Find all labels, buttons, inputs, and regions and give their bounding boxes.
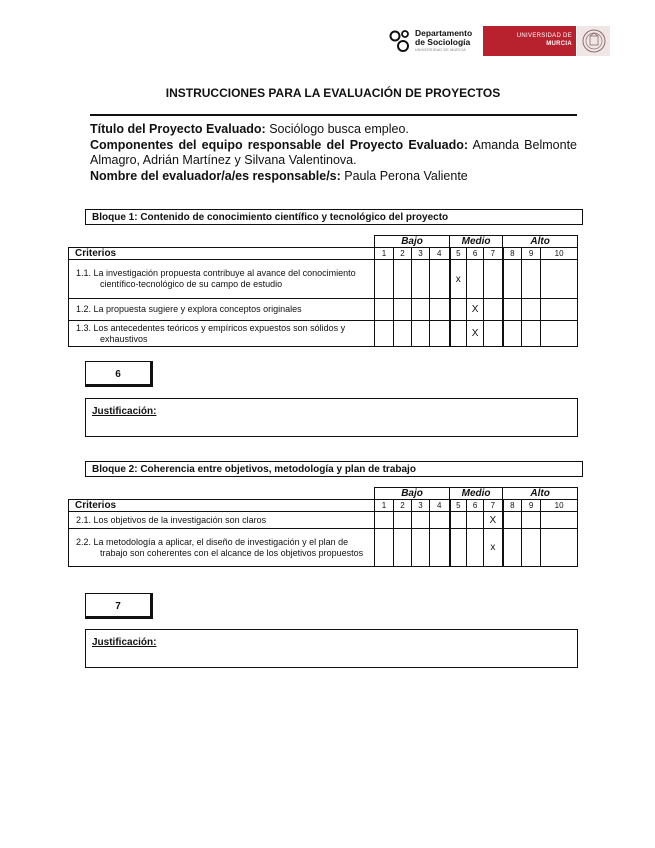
scale-number: 9 <box>522 248 541 260</box>
scale-number: 7 <box>484 248 503 260</box>
scale-medio: Medio <box>450 236 503 248</box>
block-2-table <box>68 487 578 567</box>
score-cell[interactable] <box>522 321 541 347</box>
score-cell[interactable] <box>394 512 412 529</box>
university-name <box>517 32 572 48</box>
scale-bajo: Bajo <box>375 488 450 500</box>
scale-number: 6 <box>467 500 484 512</box>
score-cell[interactable] <box>503 512 522 529</box>
score-mark[interactable]: x <box>450 260 467 299</box>
score-cell[interactable] <box>522 299 541 321</box>
score-cell[interactable] <box>503 321 522 347</box>
scale-number: 8 <box>503 248 522 260</box>
score-cell[interactable] <box>430 529 450 567</box>
criterion-text: 1.3. Los antecedentes teóricos y empíricos expuestos son sólidos y exhaustivos <box>69 321 375 347</box>
score-cell[interactable] <box>430 321 450 347</box>
score-cell[interactable] <box>412 260 430 299</box>
score-cell[interactable] <box>394 529 412 567</box>
project-title-value: Sociólogo busca empleo. <box>265 122 409 136</box>
scale-number: 3 <box>412 248 430 260</box>
score-cell[interactable] <box>522 260 541 299</box>
team-value: Amanda Belmonte Almagro, Adrián Martínez y Silvana Valentinova. <box>90 137 577 167</box>
block-2-total-score[interactable]: 7 <box>85 593 153 619</box>
scale-number: 4 <box>430 500 450 512</box>
scale-number: 3 <box>412 500 430 512</box>
score-mark[interactable]: X <box>467 321 484 347</box>
score-cell[interactable] <box>394 321 412 347</box>
project-title-label: Título del Proyecto Evaluado: <box>90 122 266 136</box>
scale-medio: Medio <box>450 488 503 500</box>
score-cell[interactable] <box>450 299 467 321</box>
evaluator-line <box>90 169 577 185</box>
scale-number: 1 <box>375 500 394 512</box>
score-cell[interactable] <box>503 299 522 321</box>
score-cell[interactable] <box>450 321 467 347</box>
evaluator-value: Paula Perona Valiente <box>340 168 468 183</box>
criterion-row <box>69 260 578 299</box>
criterion-row <box>69 299 578 321</box>
score-mark[interactable]: X <box>467 299 484 321</box>
university-logo <box>483 26 610 56</box>
scale-band-row <box>69 488 578 500</box>
department-name-line1: Departamento <box>415 28 473 38</box>
header-row <box>69 500 578 512</box>
score-cell[interactable] <box>412 529 430 567</box>
score-cell[interactable] <box>394 299 412 321</box>
score-cell[interactable] <box>394 260 412 299</box>
score-cell[interactable] <box>412 512 430 529</box>
evaluator-label: Nombre del evaluador/a/es responsable/s: <box>90 168 341 183</box>
header-row <box>69 248 578 260</box>
scale-number: 4 <box>430 248 450 260</box>
scale-number: 9 <box>522 500 541 512</box>
score-cell[interactable] <box>503 260 522 299</box>
block-1-total-score[interactable]: 6 <box>85 361 153 387</box>
university-name-line2: MURCIA <box>546 41 572 47</box>
block-2-justification[interactable] <box>85 629 578 668</box>
score-cell[interactable] <box>412 299 430 321</box>
scale-number: 2 <box>394 248 412 260</box>
block-1-table <box>68 235 578 347</box>
score-cell[interactable] <box>467 260 484 299</box>
criterion-text: 2.2. La metodología a aplicar, el diseño de investigación y el plan de trabajo son coherentes con el alcance de los objetivos propuestos <box>69 529 375 567</box>
department-logo-icon <box>388 28 412 54</box>
scale-number: 10 <box>541 248 578 260</box>
score-cell[interactable] <box>541 321 578 347</box>
scale-number: 10 <box>541 500 578 512</box>
score-cell[interactable] <box>467 529 484 567</box>
scale-alto: Alto <box>503 236 578 248</box>
justification-label: Justificación: <box>92 637 157 648</box>
score-cell[interactable] <box>375 260 394 299</box>
scale-band-row <box>69 236 578 248</box>
score-mark[interactable]: X <box>484 512 503 529</box>
score-cell[interactable] <box>430 512 450 529</box>
criterion-row <box>69 512 578 529</box>
scale-number: 1 <box>375 248 394 260</box>
score-cell[interactable] <box>450 512 467 529</box>
score-mark[interactable]: x <box>484 529 503 567</box>
score-cell[interactable] <box>450 529 467 567</box>
score-cell[interactable] <box>430 299 450 321</box>
score-cell[interactable] <box>541 299 578 321</box>
score-cell[interactable] <box>375 529 394 567</box>
criterios-header: Criterios <box>69 248 375 260</box>
project-title-line <box>90 122 577 138</box>
score-cell[interactable] <box>503 529 522 567</box>
scale-number: 7 <box>484 500 503 512</box>
score-cell[interactable] <box>467 512 484 529</box>
criterion-row <box>69 321 578 347</box>
team-line <box>90 138 577 169</box>
score-cell[interactable] <box>484 321 503 347</box>
university-name-line1: UNIVERSIDAD DE <box>516 33 572 39</box>
criterios-header: Criterios <box>69 500 375 512</box>
score-cell[interactable] <box>541 529 578 567</box>
department-logo <box>388 26 482 56</box>
block-2-title: Bloque 2: Coherencia entre objetivos, metodología y plan de trabajo <box>85 461 583 477</box>
department-name-line2: de Sociología <box>415 37 471 47</box>
score-cell[interactable] <box>541 260 578 299</box>
scale-number: 2 <box>394 500 412 512</box>
score-cell[interactable] <box>522 529 541 567</box>
block-1-justification[interactable] <box>85 398 578 437</box>
criterion-text: 2.1. Los objetivos de la investigación son claros <box>69 512 375 529</box>
scale-alto: Alto <box>503 488 578 500</box>
title-divider <box>90 114 577 116</box>
page-header <box>388 26 610 56</box>
scale-number: 8 <box>503 500 522 512</box>
score-cell[interactable] <box>375 512 394 529</box>
scale-number: 5 <box>450 500 467 512</box>
justification-label: Justificación: <box>92 406 157 417</box>
scale-number: 6 <box>467 248 484 260</box>
block-1-title: Bloque 1: Contenido de conocimiento científico y tecnológico del proyecto <box>85 209 583 225</box>
score-cell[interactable] <box>522 512 541 529</box>
score-cell[interactable] <box>375 321 394 347</box>
score-cell[interactable] <box>412 321 430 347</box>
score-cell[interactable] <box>484 299 503 321</box>
criterion-row <box>69 529 578 567</box>
score-cell[interactable] <box>541 512 578 529</box>
project-metadata <box>90 122 577 184</box>
document-title: INSTRUCCIONES PARA LA EVALUACIÓN DE PROYECTOS <box>165 86 501 100</box>
criterion-text: 1.2. La propuesta sugiere y explora conceptos originales <box>69 299 375 321</box>
criterion-text: 1.1. La investigación propuesta contribuye al avance del conocimiento científico-tecnológico de su campo de estudio <box>69 260 375 299</box>
department-name <box>415 29 472 47</box>
team-label: Componentes del equipo responsable del Proyecto Evaluado: <box>90 137 469 152</box>
score-cell[interactable] <box>430 260 450 299</box>
department-subtitle: UNIVERSIDAD DE MURCIA <box>415 48 466 52</box>
university-seal-icon <box>576 26 610 56</box>
score-cell[interactable] <box>484 260 503 299</box>
scale-number: 5 <box>450 248 467 260</box>
score-cell[interactable] <box>375 299 394 321</box>
scale-bajo: Bajo <box>375 236 450 248</box>
